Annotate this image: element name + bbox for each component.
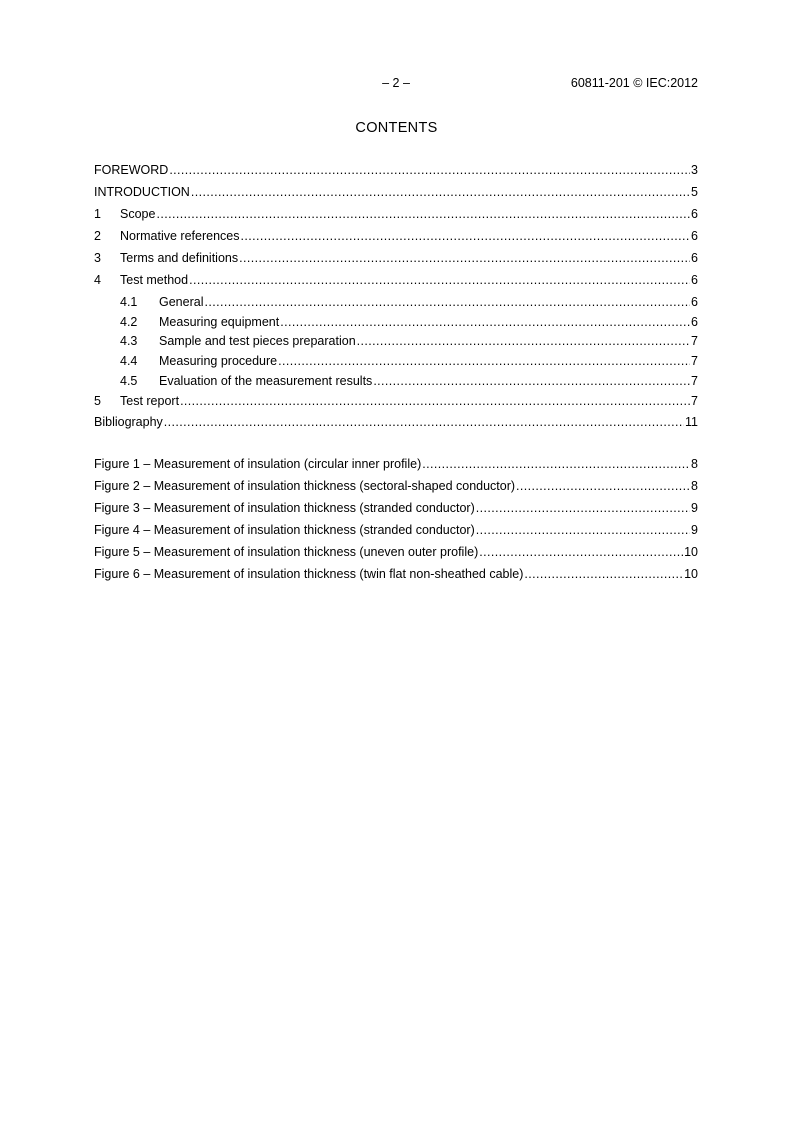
toc-entry-page: 6 — [691, 273, 698, 287]
page-header — [94, 76, 698, 94]
toc-entry-label: Sample and test pieces preparation — [159, 334, 356, 348]
dot-leader — [169, 163, 690, 177]
toc-entry-page: 6 — [691, 229, 698, 243]
dot-leader — [479, 545, 683, 559]
figure-entry-2[interactable] — [94, 479, 698, 501]
dot-leader — [191, 185, 690, 199]
toc-entry-label: Terms and definitions — [120, 251, 239, 265]
toc-entry-page: 6 — [691, 315, 698, 329]
figure-entry-label: Figure 5 – Measurement of insulation thickness (uneven outer profile) — [94, 545, 479, 559]
document-reference: 60811-201 © IEC:2012 — [570, 76, 698, 90]
figure-entry-3[interactable] — [94, 501, 698, 523]
dot-leader — [422, 457, 690, 471]
toc-entry-number: 4.5 — [120, 374, 138, 388]
toc-entry-number: 4.1 — [120, 295, 138, 309]
figure-entry-label: Figure 6 – Measurement of insulation thickness (twin flat non-sheathed cable) — [94, 567, 524, 581]
toc-entry-page: 3 — [691, 163, 698, 177]
dot-leader — [524, 567, 683, 581]
toc-entry-test-report[interactable] — [94, 394, 698, 415]
toc-entry-bibliography[interactable] — [94, 415, 698, 437]
figure-entry-label: Figure 3 – Measurement of insulation thickness (stranded conductor) — [94, 501, 475, 515]
dot-leader — [280, 315, 690, 329]
figure-entry-page: 10 — [684, 545, 698, 559]
contents-title: CONTENTS — [355, 120, 438, 136]
page-number: – 2 – — [382, 76, 410, 90]
figure-entry-6[interactable] — [94, 567, 698, 589]
toc-entry-label: Test report — [120, 394, 180, 408]
toc-entry-label: Measuring equipment — [159, 315, 280, 329]
toc-entry-number: 4.3 — [120, 334, 138, 348]
toc-entry-number: 1 — [94, 207, 101, 221]
toc-entry-introduction[interactable] — [94, 185, 698, 207]
toc-entry-page: 7 — [691, 354, 698, 368]
toc-entry-page: 6 — [691, 251, 698, 265]
toc-entry-general[interactable] — [120, 295, 698, 315]
toc-entry-label: Bibliography — [94, 415, 163, 429]
toc-entry-number: 2 — [94, 229, 101, 243]
toc-entry-number: 4.4 — [120, 354, 138, 368]
toc-entry-measuring-procedure[interactable] — [120, 354, 698, 374]
toc-entry-normative-references[interactable] — [94, 229, 698, 251]
toc-entry-label: General — [159, 295, 204, 309]
toc-entry-page: 7 — [691, 334, 698, 348]
toc-entry-label: Scope — [120, 207, 156, 221]
figure-entry-5[interactable] — [94, 545, 698, 567]
figure-entry-label: Figure 4 – Measurement of insulation thickness (stranded conductor) — [94, 523, 475, 537]
dot-leader — [278, 354, 690, 368]
toc-entry-measuring-equipment[interactable] — [120, 315, 698, 334]
toc-entry-number: 3 — [94, 251, 101, 265]
toc-entry-label: Normative references — [120, 229, 240, 243]
toc-entry-page: 7 — [691, 394, 698, 408]
toc-entry-page: 6 — [691, 295, 698, 309]
toc-entry-page: 11 — [685, 415, 698, 429]
table-of-contents — [94, 163, 698, 437]
figure-entry-label: Figure 1 – Measurement of insulation (circular inner profile) — [94, 457, 422, 471]
toc-entry-evaluation[interactable] — [120, 374, 698, 394]
toc-entry-label: Evaluation of the measurement results — [159, 374, 373, 388]
dot-leader — [204, 295, 690, 309]
figure-entry-label: Figure 2 – Measurement of insulation thickness (sectoral-shaped conductor) — [94, 479, 516, 493]
dot-leader — [373, 374, 690, 388]
toc-entry-sample-preparation[interactable] — [120, 334, 698, 354]
dot-leader — [516, 479, 690, 493]
dot-leader — [476, 501, 690, 515]
toc-entry-scope[interactable] — [94, 207, 698, 229]
list-of-figures — [94, 457, 698, 589]
dot-leader — [156, 207, 690, 221]
toc-entry-terms-and-definitions[interactable] — [94, 251, 698, 273]
dot-leader — [357, 334, 690, 348]
toc-entry-number: 4.2 — [120, 315, 138, 329]
dot-leader — [239, 251, 690, 265]
figure-entry-page: 9 — [691, 501, 698, 515]
figure-entry-page: 8 — [691, 479, 698, 493]
figure-entry-1[interactable] — [94, 457, 698, 479]
toc-entry-label: FOREWORD — [94, 163, 169, 177]
toc-entry-page: 7 — [691, 374, 698, 388]
toc-entry-number: 5 — [94, 394, 101, 408]
toc-entry-test-method[interactable] — [94, 273, 698, 295]
dot-leader — [180, 394, 690, 408]
toc-entry-foreword[interactable] — [94, 163, 698, 185]
toc-entry-label: Test method — [120, 273, 189, 287]
toc-entry-page: 6 — [691, 207, 698, 221]
figure-entry-page: 8 — [691, 457, 698, 471]
toc-entry-label: Measuring procedure — [159, 354, 278, 368]
toc-entry-number: 4 — [94, 273, 101, 287]
figure-entry-page: 9 — [691, 523, 698, 537]
dot-leader — [476, 523, 690, 537]
figure-entry-page: 10 — [684, 567, 698, 581]
figure-entry-4[interactable] — [94, 523, 698, 545]
dot-leader — [164, 415, 684, 429]
toc-entry-label: INTRODUCTION — [94, 185, 190, 199]
toc-entry-page: 5 — [691, 185, 698, 199]
dot-leader — [241, 229, 691, 243]
dot-leader — [189, 273, 690, 287]
